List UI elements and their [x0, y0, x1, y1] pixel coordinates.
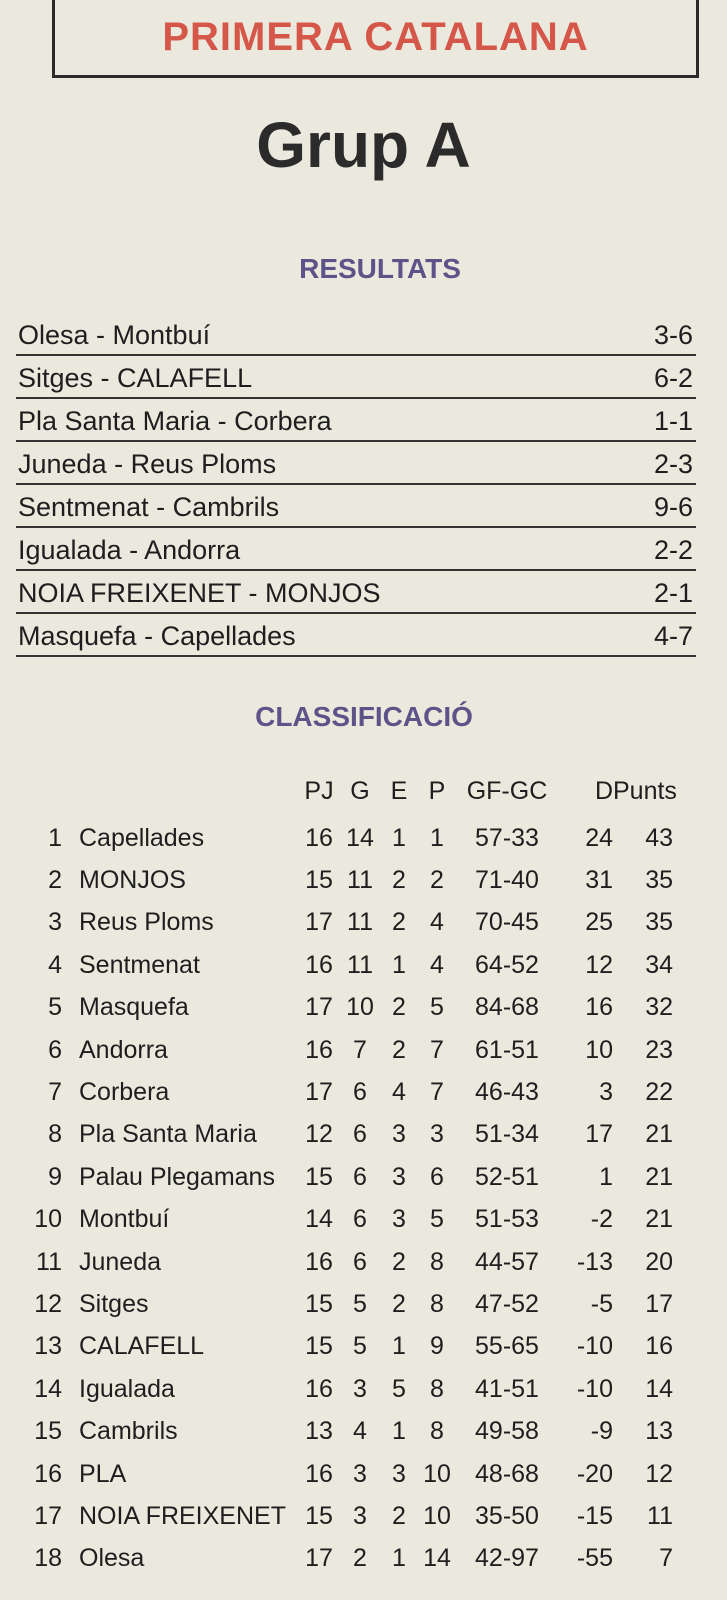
standings-row [20, 1071, 720, 1113]
cell-gfgc: 48-68 [475, 1459, 539, 1488]
cell-pj: 15 [305, 1332, 333, 1361]
result-match: Sitges - CALAFELL [18, 363, 253, 393]
result-row [16, 571, 696, 614]
cell-pts: 14 [645, 1374, 673, 1403]
standings-row [20, 1368, 720, 1410]
cell-pj: 15 [305, 1501, 333, 1530]
cell-gfgc: 57-33 [475, 823, 539, 852]
cell-g: 4 [353, 1417, 367, 1446]
cell-e: 2 [392, 908, 406, 937]
cell-gfgc: 49-58 [475, 1417, 539, 1446]
cell-gfgc: 42-97 [475, 1544, 539, 1573]
cell-g: 10 [346, 993, 374, 1022]
cell-e: 4 [392, 1078, 406, 1107]
standings-row [20, 902, 720, 944]
standings-row [20, 1283, 720, 1325]
cell-gfgc: 52-51 [475, 1162, 539, 1191]
cell-g: 3 [353, 1374, 367, 1403]
cell-pj: 13 [305, 1417, 333, 1446]
standings-row [20, 1495, 720, 1537]
cell-team: Pla Santa Maria [79, 1120, 257, 1149]
cell-e: 2 [392, 1035, 406, 1064]
result-match: Igualada - Andorra [18, 535, 241, 565]
cell-team: CALAFELL [79, 1332, 205, 1361]
cell-pos: 15 [34, 1417, 62, 1446]
cell-gfgc: 61-51 [475, 1035, 539, 1064]
cell-d: 25 [585, 908, 613, 937]
cell-d: -5 [590, 1289, 613, 1318]
cell-pos: 8 [48, 1120, 62, 1149]
cell-pos: 3 [48, 908, 62, 937]
result-match: Pla Santa Maria - Corbera [18, 406, 332, 436]
result-match: Sentmenat - Cambrils [18, 492, 280, 522]
cell-gfgc: 51-34 [475, 1120, 539, 1149]
cell-e: 3 [392, 1459, 406, 1488]
cell-pos: 4 [48, 950, 62, 979]
standings-title: CLASSIFICACIÓ [255, 701, 473, 732]
result-score: 9-6 [653, 492, 693, 522]
cell-pj: 17 [305, 908, 333, 937]
cell-g: 14 [346, 823, 374, 852]
cell-team: Andorra [79, 1035, 168, 1064]
cell-team: Igualada [79, 1374, 175, 1403]
result-match: Masquefa - Capellades [18, 621, 296, 651]
cell-gfgc: 55-65 [475, 1332, 539, 1361]
cell-pts: 22 [645, 1078, 673, 1107]
cell-pts: 7 [659, 1544, 673, 1573]
result-match: NOIA FREIXENET - MONJOS [18, 578, 381, 608]
cell-g: 2 [353, 1544, 367, 1573]
cell-pj: 17 [305, 1078, 333, 1107]
cell-pts: 16 [645, 1332, 673, 1361]
cell-pj: 16 [305, 1035, 333, 1064]
cell-pts: 21 [645, 1120, 673, 1149]
cell-team: Sentmenat [79, 950, 200, 979]
standings-row [20, 1241, 720, 1283]
cell-pos: 2 [48, 866, 62, 895]
cell-gfgc: 51-53 [475, 1205, 539, 1234]
cell-g: 11 [347, 908, 373, 937]
cell-pos: 17 [34, 1501, 62, 1530]
cell-pts: 20 [645, 1247, 673, 1276]
cell-e: 5 [392, 1374, 406, 1403]
cell-gfgc: 84-68 [475, 993, 539, 1022]
cell-g: 6 [353, 1120, 367, 1149]
standings-row [20, 1326, 720, 1368]
cell-p: 3 [430, 1120, 444, 1149]
cell-g: 5 [353, 1332, 367, 1361]
cell-gfgc: 64-52 [475, 950, 539, 979]
cell-p: 7 [430, 1035, 444, 1064]
cell-pts: 35 [645, 908, 673, 937]
cell-team: Juneda [79, 1247, 162, 1276]
cell-pts: 12 [645, 1459, 673, 1488]
cell-pj: 17 [305, 1544, 333, 1573]
cell-d: 3 [599, 1078, 613, 1107]
cell-team: NOIA FREIXENET [79, 1501, 286, 1530]
cell-pj: 17 [305, 993, 333, 1022]
cell-p: 8 [430, 1374, 444, 1403]
cell-pj: 12 [305, 1120, 333, 1149]
group-title: Grup A [256, 109, 471, 181]
result-row [16, 442, 696, 485]
standings-row [20, 1410, 720, 1452]
cell-d: -15 [576, 1501, 613, 1530]
cell-g: 7 [353, 1035, 367, 1064]
cell-pts: 17 [645, 1289, 673, 1318]
cell-d: 31 [585, 866, 613, 895]
standings-row [20, 1156, 720, 1198]
cell-pts: 13 [645, 1417, 673, 1446]
cell-d: 24 [585, 823, 613, 852]
results-title: RESULTATS [299, 253, 461, 284]
result-row [16, 399, 696, 442]
cell-pj: 15 [305, 866, 333, 895]
cell-pos: 1 [48, 823, 62, 852]
cell-gfgc: 44-57 [475, 1247, 539, 1276]
cell-e: 3 [392, 1162, 406, 1191]
cell-pos: 6 [48, 1035, 62, 1064]
cell-pos: 14 [34, 1374, 62, 1403]
cell-e: 2 [392, 1247, 406, 1276]
result-row [16, 485, 696, 528]
cell-team: Palau Plegamans [79, 1162, 275, 1191]
cell-e: 3 [392, 1205, 406, 1234]
cell-pts: 21 [645, 1162, 673, 1191]
cell-pj: 16 [305, 1374, 333, 1403]
cell-d: 10 [585, 1035, 613, 1064]
header-pts: Punts [613, 776, 677, 805]
cell-gfgc: 35-50 [475, 1501, 539, 1530]
cell-p: 1 [430, 823, 444, 852]
cell-d: 1 [599, 1162, 613, 1191]
cell-d: -55 [576, 1544, 613, 1573]
cell-gfgc: 41-51 [475, 1374, 539, 1403]
header-e: E [390, 776, 408, 805]
result-score: 2-2 [653, 535, 693, 565]
standings-row [20, 859, 720, 901]
cell-p: 6 [430, 1162, 444, 1191]
cell-d: -10 [576, 1374, 613, 1403]
result-score: 2-1 [653, 578, 693, 608]
cell-p: 8 [430, 1417, 444, 1446]
standings-header [20, 765, 720, 817]
cell-gfgc: 47-52 [475, 1289, 539, 1318]
cell-d: -10 [576, 1332, 613, 1361]
cell-team: Capellades [79, 823, 205, 852]
cell-pos: 11 [36, 1247, 62, 1276]
cell-d: -2 [590, 1205, 613, 1234]
cell-g: 11 [347, 950, 373, 979]
cell-team: Corbera [79, 1078, 170, 1107]
cell-pos: 5 [48, 993, 62, 1022]
result-row [16, 356, 696, 399]
result-score: 2-3 [653, 449, 693, 479]
cell-d: 17 [585, 1120, 613, 1149]
cell-pj: 16 [305, 950, 333, 979]
cell-d: -13 [576, 1247, 613, 1276]
header-d: D [594, 776, 613, 805]
cell-e: 2 [392, 1501, 406, 1530]
result-score: 3-6 [653, 320, 693, 350]
cell-d: -20 [576, 1459, 613, 1488]
result-row [16, 313, 696, 356]
cell-g: 11 [347, 866, 373, 895]
cell-p: 2 [430, 866, 444, 895]
cell-team: Montbuí [79, 1205, 170, 1234]
standings-row [20, 987, 720, 1029]
cell-g: 6 [353, 1205, 367, 1234]
header-p: P [428, 776, 446, 805]
competition-box [52, 0, 699, 78]
cell-pos: 9 [48, 1162, 62, 1191]
cell-p: 5 [430, 1205, 444, 1234]
cell-e: 2 [392, 993, 406, 1022]
cell-pts: 21 [645, 1205, 673, 1234]
cell-p: 10 [423, 1501, 451, 1530]
cell-pos: 12 [34, 1289, 62, 1318]
cell-pos: 16 [34, 1459, 62, 1488]
cell-p: 10 [423, 1459, 451, 1488]
standings-row [20, 1029, 720, 1071]
cell-p: 14 [423, 1544, 451, 1573]
result-row [16, 528, 696, 571]
header-pj: PJ [304, 776, 334, 805]
cell-p: 4 [430, 950, 444, 979]
cell-pts: 43 [645, 823, 673, 852]
cell-e: 2 [392, 866, 406, 895]
cell-g: 6 [353, 1247, 367, 1276]
cell-g: 5 [353, 1289, 367, 1318]
cell-pts: 23 [645, 1035, 673, 1064]
result-row [16, 614, 696, 657]
standings-row [20, 1114, 720, 1156]
result-match: Juneda - Reus Ploms [18, 449, 277, 479]
cell-gfgc: 71-40 [475, 866, 539, 895]
cell-e: 1 [392, 950, 406, 979]
cell-e: 1 [392, 1332, 406, 1361]
cell-p: 9 [430, 1332, 444, 1361]
header-g: G [350, 776, 370, 805]
standings-row [20, 1538, 720, 1580]
cell-e: 1 [392, 1544, 406, 1573]
cell-e: 3 [392, 1120, 406, 1149]
standings-row [20, 1453, 720, 1495]
competition-title: PRIMERA CATALANA [162, 14, 589, 59]
cell-pts: 32 [645, 993, 673, 1022]
cell-pts: 34 [645, 950, 673, 979]
cell-p: 8 [430, 1247, 444, 1276]
cell-pts: 35 [645, 866, 673, 895]
cell-e: 2 [392, 1289, 406, 1318]
cell-team: MONJOS [79, 866, 186, 895]
cell-pj: 16 [305, 1247, 333, 1276]
cell-gfgc: 46-43 [475, 1078, 539, 1107]
cell-team: Sitges [79, 1289, 149, 1318]
cell-pos: 10 [34, 1205, 62, 1234]
cell-team: Masquefa [79, 993, 189, 1022]
cell-d: 16 [585, 993, 613, 1022]
cell-pos: 7 [48, 1078, 62, 1107]
results-list [16, 313, 696, 657]
cell-e: 1 [392, 823, 406, 852]
cell-p: 5 [430, 993, 444, 1022]
cell-pos: 13 [34, 1332, 62, 1361]
cell-pts: 11 [647, 1501, 673, 1530]
cell-pj: 14 [305, 1205, 333, 1234]
cell-g: 3 [353, 1459, 367, 1488]
cell-d: -9 [590, 1417, 613, 1446]
cell-d: 12 [585, 950, 613, 979]
result-score: 4-7 [653, 621, 693, 651]
header-gfgc: GF-GC [466, 776, 548, 805]
standings-row [20, 1199, 720, 1241]
cell-p: 8 [430, 1289, 444, 1318]
cell-team: Reus Ploms [79, 908, 214, 937]
cell-pj: 16 [305, 1459, 333, 1488]
standings-row [20, 944, 720, 986]
result-score: 1-1 [653, 406, 693, 436]
cell-pos: 18 [34, 1544, 62, 1573]
cell-p: 4 [430, 908, 444, 937]
result-score: 6-2 [653, 363, 693, 393]
cell-team: PLA [79, 1459, 127, 1488]
result-match: Olesa - Montbuí [18, 320, 211, 350]
cell-pj: 15 [305, 1162, 333, 1191]
cell-team: Cambrils [79, 1417, 178, 1446]
cell-pj: 15 [305, 1289, 333, 1318]
cell-team: Olesa [79, 1544, 145, 1573]
standings-row [20, 817, 720, 859]
cell-g: 6 [353, 1162, 367, 1191]
cell-e: 1 [392, 1417, 406, 1446]
cell-pj: 16 [305, 823, 333, 852]
cell-g: 6 [353, 1078, 367, 1107]
cell-p: 7 [430, 1078, 444, 1107]
standings-table [20, 765, 720, 1580]
cell-gfgc: 70-45 [475, 908, 539, 937]
cell-g: 3 [353, 1501, 367, 1530]
